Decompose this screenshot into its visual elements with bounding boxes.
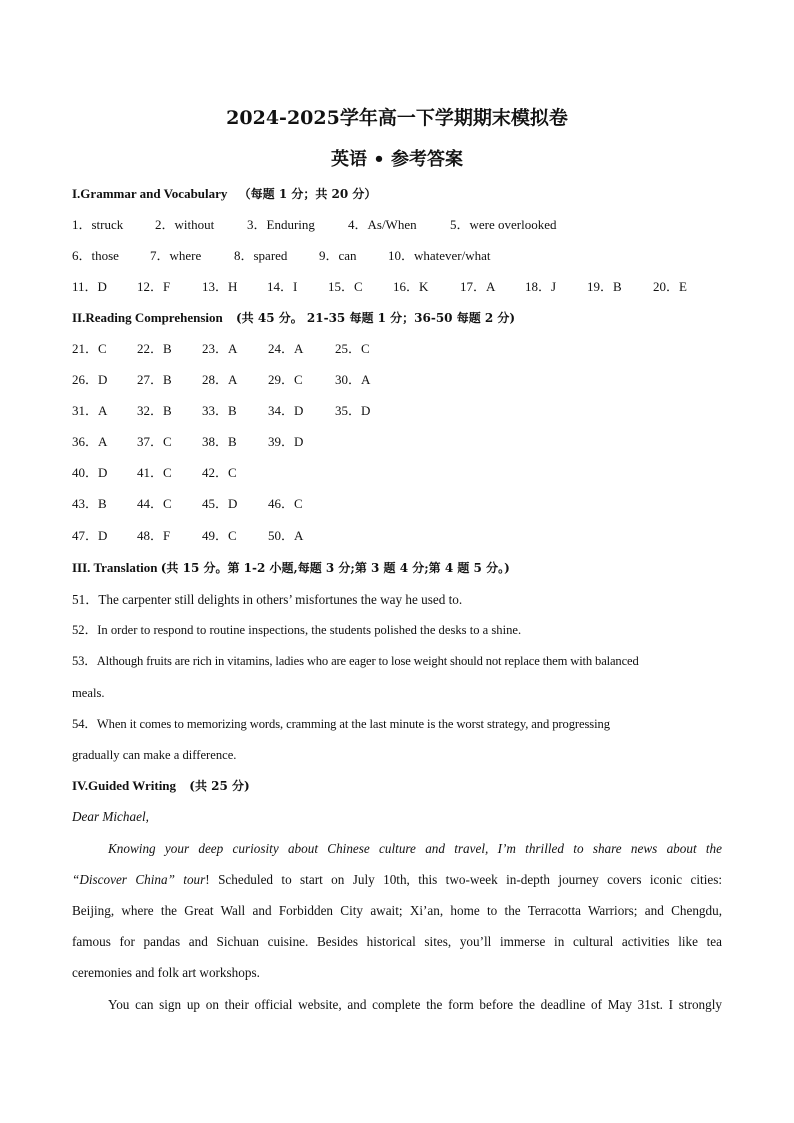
section-1-title: I.Grammar and Vocabulary (72, 186, 228, 201)
answer-item: 25．C (335, 341, 370, 356)
answer-item: 22．B (137, 341, 172, 356)
answer-item: 44．C (137, 496, 172, 511)
answer-item: 49．C (202, 528, 237, 543)
section-1-heading (72, 184, 376, 204)
answer-item: 40．D (72, 465, 108, 480)
page-subtitle: 英语 • 参考答案 (330, 149, 464, 170)
answer-item: 19．B (587, 279, 622, 294)
paragraph-1-line-3: Beijing, where the Great Wall and Forbidden City await; Xi’an, home to the Terracotta Warriors; and Chengdu, (72, 903, 722, 918)
translation-answer-54-cont: gradually can make a difference. (72, 748, 237, 762)
answer-item: 9．can (319, 248, 357, 263)
translation-answer-54: 54．When it comes to memorizing words, cramming at the last minute is the worst strategy, and progressing (72, 717, 610, 731)
answer-item: 1．struck (72, 217, 124, 232)
section-1-note: （每题 1 分；共 20 分） (238, 187, 377, 201)
answer-item: 47．D (72, 528, 108, 543)
answer-item: 6．those (72, 248, 119, 263)
answer-item: 41．C (137, 465, 172, 480)
answer-item: 24．A (268, 341, 304, 356)
answer-item: 35．D (335, 403, 371, 418)
answer-item: 48．F (137, 528, 171, 543)
translation-answer-51: 51．The carpenter still delights in others’ misfortunes the way he used to. (72, 592, 463, 607)
answer-item: 17．A (460, 279, 496, 294)
tour-name: “Discover China” tour (72, 872, 206, 887)
letter-paragraph-1 (72, 833, 722, 988)
answer-item: 12．F (137, 279, 171, 294)
answer-item: 31．A (72, 403, 108, 418)
answer-item: 2．without (155, 217, 215, 232)
paragraph-1-line-4: famous for pandas and Sichuan cuisine. Besides historical sites, you’ll immerse in cultural activities like tea (72, 934, 722, 949)
translation-answer-53: 53．Although fruits are rich in vitamins, ladies who are eager to lose weight should not replace them with balanced (72, 654, 639, 668)
paragraph-1-line-2-rest: ! Scheduled to start on July 10th, this two-week in-depth journey covers iconic cities: (205, 872, 723, 887)
answer-item: 38．B (202, 434, 237, 449)
answer-item: 32．B (137, 403, 172, 418)
answer-item: 21．C (72, 341, 107, 356)
answer-item: 28．A (202, 372, 238, 387)
section-2-note: (共 45 分。 21-35 每题 1 分；36-50 每题 2 分) (235, 311, 516, 325)
paragraph-1-line-2 (72, 864, 722, 895)
translation-answer-53-cont: meals. (72, 686, 105, 700)
section-2-title: II.Reading Comprehension (72, 310, 223, 325)
section-2-heading (72, 308, 515, 328)
paragraph-1-line-5: ceremonies and folk art workshops. (72, 965, 260, 980)
answer-item: 23．A (202, 341, 238, 356)
answer-item: 11．D (72, 279, 107, 294)
answer-item: 39．D (268, 434, 304, 449)
answer-item: 26．D (72, 372, 108, 387)
answer-item: 42．C (202, 465, 237, 480)
answer-item: 7．where (150, 248, 202, 263)
section-4-heading (72, 776, 250, 796)
answer-item: 15．C (328, 279, 363, 294)
answer-item: 37．C (137, 434, 172, 449)
answer-item: 18．J (525, 279, 557, 294)
answer-item: 10．whatever/what (388, 248, 491, 263)
answer-item: 29．C (268, 372, 303, 387)
letter-paragraph-2 (72, 989, 722, 1020)
answer-item: 46．C (268, 496, 303, 511)
letter-salutation: Dear Michael, (72, 809, 149, 824)
answer-item: 36．A (72, 434, 108, 449)
paragraph-2-line-1: You can sign up on their official website, and complete the form before the deadline of May 31st. I strongly (108, 997, 722, 1012)
answer-item: 14．I (267, 279, 298, 294)
answer-item: 3．Enduring (247, 217, 315, 232)
answer-item: 4．As/When (348, 217, 417, 232)
section-4-note: (共 25 分) (189, 779, 250, 793)
answer-item: 43．B (72, 496, 107, 511)
answer-item: 45．D (202, 496, 238, 511)
answer-item: 13．H (202, 279, 238, 294)
answer-item: 16．K (393, 279, 429, 294)
answer-item: 8．spared (234, 248, 288, 263)
answer-item: 27．B (137, 372, 172, 387)
answer-item: 5．were overlooked (450, 217, 557, 232)
section-3-note: (共 15 分。第 1-2 小题,每题 3 分;第 3 题 4 分;第 4 题 5 分。) (160, 561, 510, 575)
section-3-heading (72, 558, 510, 578)
section-4-title: IV.Guided Writing (72, 778, 177, 793)
answer-item: 30．A (335, 372, 371, 387)
answer-item: 20．E (653, 279, 687, 294)
answer-item: 50．A (268, 528, 304, 543)
paragraph-1-line-1: Knowing your deep curiosity about Chinese culture and travel, I’m thrilled to share news about the (108, 841, 722, 856)
section-3-title: III. Translation (72, 560, 158, 575)
answer-item: 33．B (202, 403, 237, 418)
translation-answer-52: 52．In order to respond to routine inspections, the students polished the desks to a shine. (72, 623, 522, 637)
page-title: 2024-2025学年高一下学期期末模拟卷 (226, 107, 568, 129)
answer-item: 34．D (268, 403, 304, 418)
